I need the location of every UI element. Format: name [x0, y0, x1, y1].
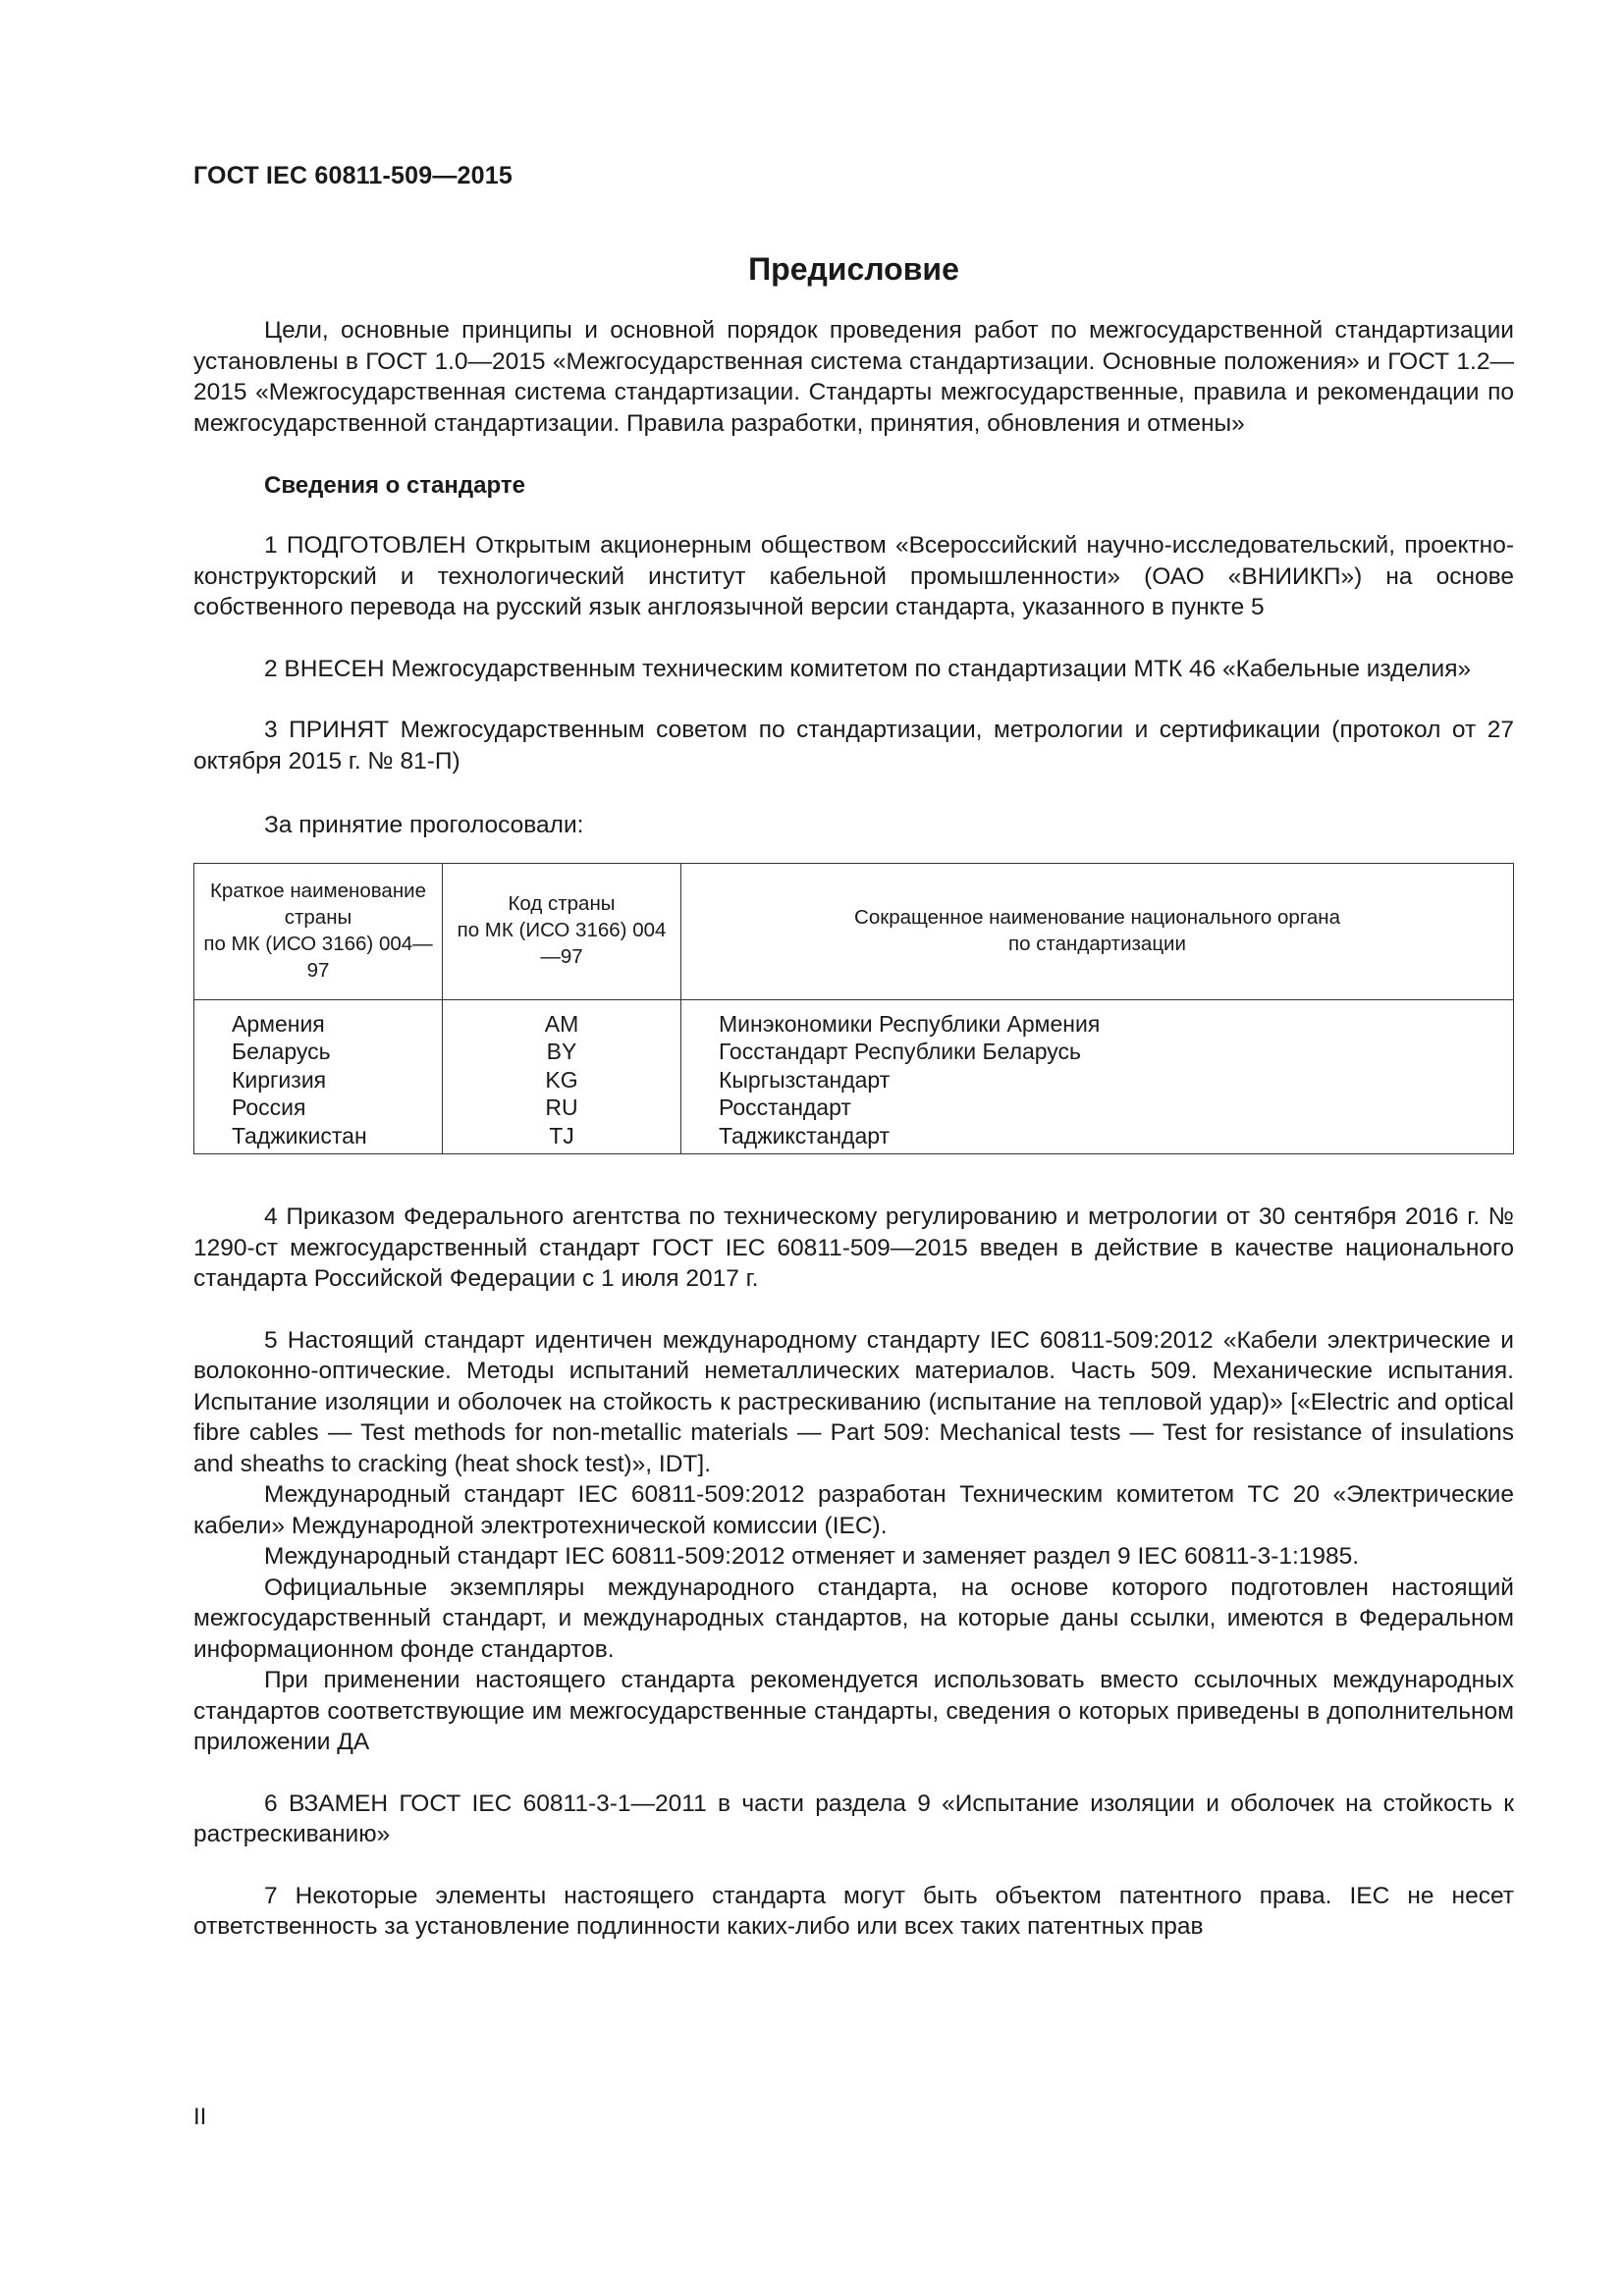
- item-7-paragraph: 7 Некоторые элементы настоящего стандарта могут быть объектом патентного права. IEC не несет ответственность за установление подлинности каких-либо или всех таких патентных прав: [193, 1882, 1514, 1940]
- section-subheading: Сведения о стандарте: [264, 472, 525, 499]
- country-code: RU: [443, 1094, 681, 1122]
- country-code: BY: [443, 1038, 681, 1066]
- document-id: ГОСТ IEC 60811-509—2015: [193, 162, 513, 189]
- country-name: Киргизия: [194, 1066, 443, 1095]
- country-code: KG: [443, 1066, 681, 1095]
- table-row: [194, 1038, 1514, 1066]
- item-1-paragraph: 1 ПОДГОТОВЛЕН Открытым акционерным обществом «Всероссийский научно-исследовательский, проектно-конструкторский и технологический институт кабельной промышленности» (ОАО «ВНИИКП») на основе собственного перевода на русский язык англоязычной версии стандарта, указанного в пункте 5: [193, 532, 1514, 620]
- table-row: [194, 1122, 1514, 1154]
- table-row: [194, 1094, 1514, 1122]
- item-2-paragraph: 2 ВНЕСЕН Межгосударственным техническим комитетом по стандартизации МТК 46 «Кабельные изделия»: [264, 655, 1472, 682]
- page-number: II: [193, 2104, 207, 2130]
- intro-paragraph: Цели, основные принципы и основной порядок проведения работ по межгосударственной стандартизации установлены в ГОСТ 1.0—2015 «Межгосударственная система стандартизации. Основные положения» и ГОСТ 1.2—2015 «Межгосударственная система стандартизации. Стандарты межгосударственные, правила и рекомендации по межгосударственной стандартизации. Правила разработки, принятия, обновления и отмены»: [193, 317, 1514, 437]
- item-5-paragraph: 5 Настоящий стандарт идентичен международному стандарту IEC 60811-509:2012 «Кабели электрические и волоконно-оптические. Методы испытаний неметаллических материалов. Часть 509. Механические испытания. Испытание изоляции и оболочек на стойкость к растрескиванию (испытание на тепловой удар)» [«Electric and optical fibre cables — Test methods for non-metallic materials — Part 509: Mechanical tests — Test for resistance of insulations and sheaths to cracking (heat shock test)», IDT].: [193, 1326, 1514, 1477]
- page-title: Предисловие: [748, 251, 959, 287]
- country-name: Беларусь: [194, 1038, 443, 1066]
- item-6-paragraph: 6 ВЗАМЕН ГОСТ IEC 60811-3-1—2011 в части раздела 9 «Испытание изоляции и оболочек на стойкость к растрескиванию»: [193, 1789, 1514, 1847]
- document-page: [193, 162, 1514, 1943]
- country-code: AM: [443, 999, 681, 1038]
- item-5-developer-paragraph: Международный стандарт IEC 60811-509:2012 разработан Техническим комитетом ТС 20 «Электрические кабели» Международной электротехнической комиссии (IEC).: [193, 1481, 1514, 1539]
- item-5-copies-paragraph: Официальные экземпляры международного стандарта, на основе которого подготовлен настоящий межгосударственный стандарт, и международных стандартов, на которые даны ссылки, имеются в Федеральном информационном фонде стандартов.: [193, 1574, 1514, 1663]
- country-name: Россия: [194, 1094, 443, 1122]
- national-body: Кыргызстандарт: [681, 1066, 1514, 1095]
- header-national-body: Сокращенное наименование национального органа по стандартизации: [681, 863, 1514, 999]
- national-body: Росстандарт: [681, 1094, 1514, 1122]
- national-body: Таджикстандарт: [681, 1122, 1514, 1154]
- item-4-paragraph: 4 Приказом Федерального агентства по техническому регулированию и метрологии от 30 сентября 2016 г. № 1290-ст межгосударственный стандарт ГОСТ IEC 60811-509—2015 введен в действие в качестве национального стандарта Российской Федерации с 1 июля 2017 г.: [193, 1203, 1514, 1292]
- vote-label: За принятие проголосовали:: [264, 812, 584, 838]
- national-body: Минэкономики Республики Армения: [681, 999, 1514, 1038]
- table-header-row: [194, 863, 1514, 999]
- national-body: Госстандарт Республики Беларусь: [681, 1038, 1514, 1066]
- table-row: [194, 1066, 1514, 1095]
- voting-countries-table: [193, 863, 1514, 1155]
- header-country-name: Краткое наименование страны по МК (ИСО 3166) 004—97: [194, 863, 443, 999]
- item-3-paragraph: 3 ПРИНЯТ Межгосударственным советом по стандартизации, метрологии и сертификации (протокол от 27 октября 2015 г. № 81-П): [193, 717, 1514, 774]
- header-country-code: Код страны по МК (ИСО 3166) 004—97: [443, 863, 681, 999]
- country-name: Таджикистан: [194, 1122, 443, 1154]
- country-code: TJ: [443, 1122, 681, 1154]
- item-5-usage-paragraph: При применении настоящего стандарта рекомендуется использовать вместо ссылочных международных стандартов соответствующие им межгосударственные стандарты, сведения о которых приведены в дополнительном приложении ДА: [193, 1667, 1514, 1755]
- table-row: [194, 999, 1514, 1038]
- item-5-replaces-paragraph: Международный стандарт IEC 60811-509:2012 отменяет и заменяет раздел 9 IEC 60811-3-1:1985.: [264, 1543, 1360, 1570]
- country-name: Армения: [194, 999, 443, 1038]
